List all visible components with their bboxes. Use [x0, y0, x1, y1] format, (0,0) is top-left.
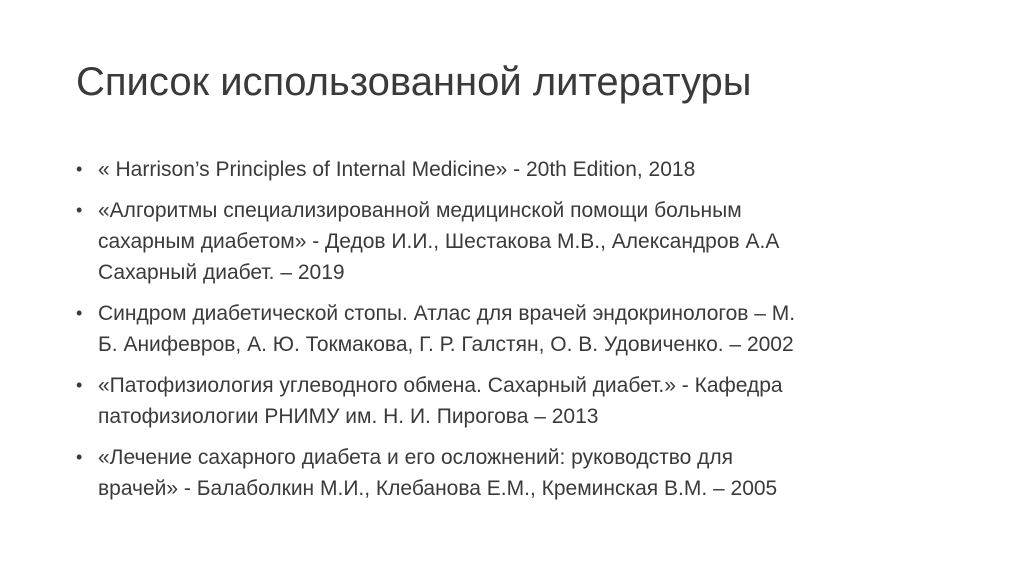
reference-text-line: «Алгоритмы специализированной медицинской помощи больным [98, 199, 742, 222]
bullet-icon: • [76, 200, 83, 220]
reference-list [76, 154, 956, 514]
reference-text-line: сахарным диабетом» - Дедов И.И., Шестакова М.В., Александров А.А [98, 230, 780, 253]
reference-text-line: Синдром диабетической стопы. Атлас для врачей эндокринологов – М. [98, 302, 796, 325]
reference-text-line: Б. Анифевров, А. Ю. Токмакова, Г. Р. Галстян, О. В. Удовиченко. – 2002 [98, 333, 794, 356]
bullet-icon: • [76, 159, 83, 179]
reference-text-line: патофизиологии РНИМУ им. Н. И. Пирогова – 2013 [98, 405, 599, 428]
reference-item [76, 154, 956, 185]
reference-item [76, 298, 956, 360]
reference-item [76, 442, 956, 504]
reference-text-line: «Лечение сахарного диабета и его осложнений: руководство для [98, 446, 734, 469]
reference-text-line: врачей» - Балаболкин М.И., Клебанова Е.М., Креминская В.М. – 2005 [98, 477, 778, 500]
reference-text-line: «Патофизиология углеводного обмена. Сахарный диабет.» - Кафедра [98, 374, 783, 397]
bullet-icon: • [76, 375, 83, 395]
reference-item [76, 370, 956, 432]
bullet-icon: • [76, 303, 83, 323]
slide-title: Список использованной литературы [76, 60, 752, 104]
reference-text-line: Сахарный диабет. – 2019 [98, 261, 345, 284]
reference-item [76, 195, 956, 288]
bullet-icon: • [76, 447, 83, 467]
reference-text-line: « Harrison’s Principles of Internal Medicine» - 20th Edition, 2018 [98, 158, 696, 181]
